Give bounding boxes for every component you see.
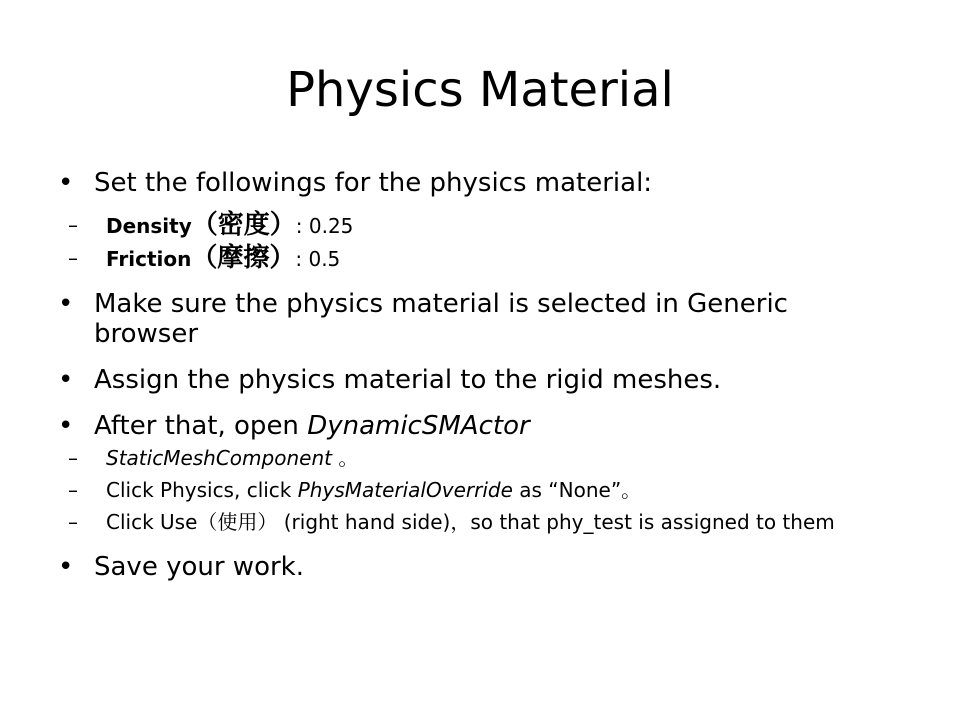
property-label: Density xyxy=(106,214,192,238)
sub-list-actor-steps xyxy=(58,447,898,534)
component-name: StaticMeshComponent xyxy=(106,446,332,470)
property-label-cjk: （摩擦） xyxy=(191,243,296,273)
dash-glyph: – xyxy=(68,478,78,502)
property-value: : 0.5 xyxy=(295,247,341,271)
sub-item-density xyxy=(68,210,898,240)
property-value: : 0.25 xyxy=(295,214,354,238)
property-label-cjk: （密度） xyxy=(191,210,296,240)
actor-name: DynamicSMActor xyxy=(307,411,530,441)
sub-item-click-physics xyxy=(68,479,898,502)
bullet-glyph: • xyxy=(58,289,74,319)
sub-item-static-mesh-component xyxy=(68,447,898,470)
bullet-glyph: • xyxy=(58,552,74,582)
dash-glyph: – xyxy=(68,446,78,470)
dash-glyph: – xyxy=(68,510,78,534)
bullet-text: After that, open xyxy=(94,411,308,441)
bullet-item-assign-material xyxy=(58,365,898,395)
bullet-item-save-work xyxy=(58,552,898,582)
bullet-text: Assign the physics material to the rigid meshes. xyxy=(94,365,722,395)
sub-item-text: 。 xyxy=(331,446,359,470)
sub-item-friction xyxy=(68,243,898,273)
bullet-item-set-properties xyxy=(58,168,898,198)
dash-glyph: – xyxy=(68,246,78,270)
sub-item-text: Click Physics, click xyxy=(106,478,298,502)
sub-item-click-use xyxy=(68,511,898,534)
bullet-item-select-material xyxy=(58,289,898,349)
property-label: Friction xyxy=(106,247,192,271)
dash-glyph: – xyxy=(68,213,78,237)
bullet-glyph: • xyxy=(58,365,74,395)
bullet-glyph: • xyxy=(58,168,74,198)
bullet-list xyxy=(58,168,898,598)
bullet-item-open-actor xyxy=(58,411,898,441)
property-name: PhysMaterialOverride xyxy=(297,478,513,502)
sub-list-properties xyxy=(58,210,898,273)
slide-title: Physics Material xyxy=(286,62,674,118)
bullet-glyph: • xyxy=(58,411,74,441)
bullet-text: Set the followings for the physics material: xyxy=(94,168,653,198)
bullet-text: Save your work. xyxy=(94,552,304,582)
sub-item-text: Click Use（使用） (right hand side)，so that phy_test is assigned to them xyxy=(106,510,835,534)
bullet-text: Make sure the physics material is selected in Generic browser xyxy=(94,289,788,349)
sub-item-text: as “None”。 xyxy=(512,478,642,502)
